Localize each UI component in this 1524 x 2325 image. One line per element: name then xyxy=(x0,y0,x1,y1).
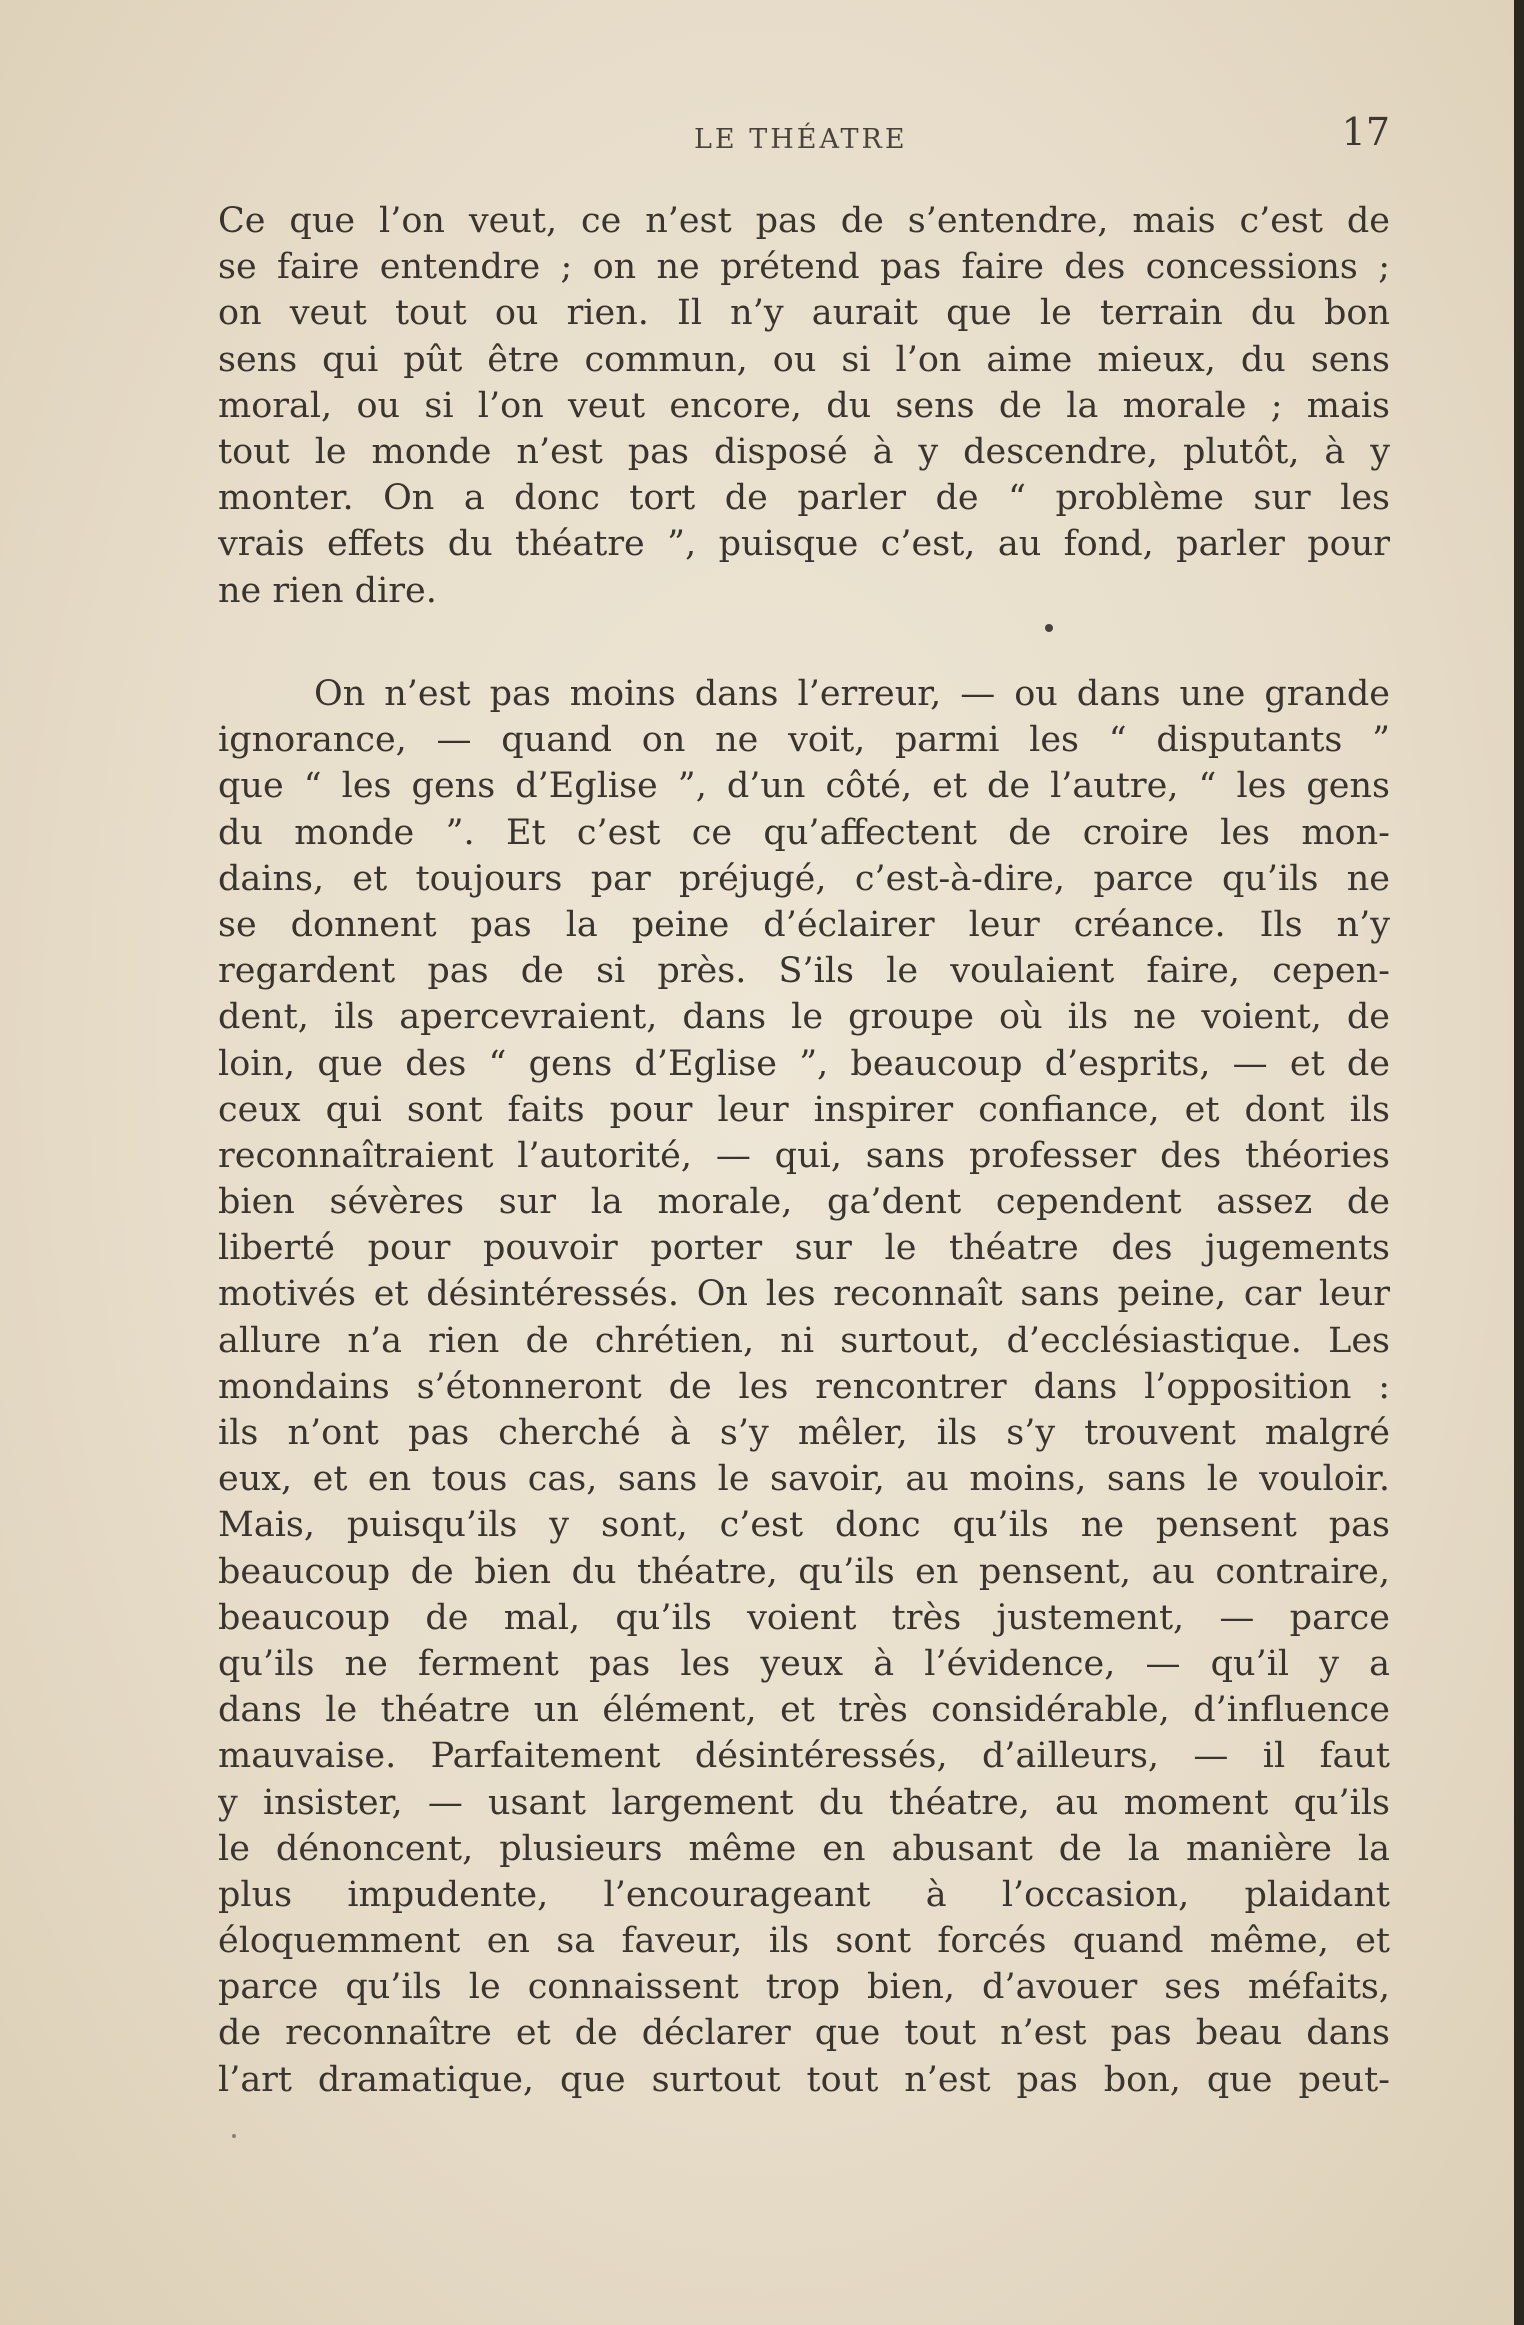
page-number: 17 xyxy=(1341,110,1390,154)
text-line: liberté pour pouvoir porter sur le théatre des jugements xyxy=(218,1228,1390,1269)
text-line: bien sévères sur la morale, ga’dent cependent assez de xyxy=(218,1182,1390,1223)
text-line: du monde ”. Et c’est ce qu’affectent de croire les mon- xyxy=(218,812,1390,853)
text-line: sens qui pût être commun, ou si l’on aime mieux, du sens xyxy=(218,339,1390,380)
text-line: se donnent pas la peine d’éclairer leur créance. Ils n’y xyxy=(218,904,1390,945)
text-line: le dénoncent, plusieurs même en abusant de la manière la xyxy=(218,1828,1390,1869)
text-line: ils n’ont pas cherché à s’y mêler, ils s’y trouvent malgré xyxy=(218,1413,1390,1453)
paper-speck xyxy=(232,2134,236,2138)
text-line: beaucoup de mal, qu’ils voient très justement, — parce xyxy=(218,1597,1390,1638)
text-line: Mais, puisqu’ils y sont, c’est donc qu’ils ne pensent pas xyxy=(218,1505,1390,1546)
text-line: vrais effets du théatre ”, puisque c’est, au fond, parler pour xyxy=(218,524,1390,565)
page-edge-shadow xyxy=(1514,0,1524,2325)
text-line: se faire entendre ; on ne prétend pas faire des concessions ; xyxy=(218,247,1390,288)
page-header xyxy=(218,110,1390,160)
section-separator-dot xyxy=(1045,624,1053,632)
text-line: on veut tout ou rien. Il n’y aurait que le terrain du bon xyxy=(218,293,1390,334)
running-title: LE THÉATRE xyxy=(694,124,908,155)
text-line: allure n’a rien de chrétien, ni surtout, d’ecclésiastique. Les xyxy=(218,1320,1390,1361)
text-line: ne rien dire. xyxy=(218,570,437,611)
text-line: l’art dramatique, que surtout tout n’est pas bon, que peut- xyxy=(218,2059,1390,2100)
text-line: de reconnaître et de déclarer que tout n’est pas beau dans xyxy=(218,2013,1390,2054)
paragraph-1 xyxy=(218,198,1390,614)
text-line: On n’est pas moins dans l’erreur, — ou dans une grande xyxy=(314,674,1390,714)
text-line: tout le monde n’est pas disposé à y descendre, plutôt, à y xyxy=(218,431,1390,472)
text-line: ignorance, — quand on ne voit, parmi les “ disputants ” xyxy=(218,720,1390,761)
text-line: reconnaîtraient l’autorité, — qui, sans professer des théories xyxy=(218,1135,1390,1176)
text-line: beaucoup de bien du théatre, qu’ils en pensent, au contraire, xyxy=(218,1551,1390,1592)
text-line: y insister, — usant largement du théatre, au moment qu’ils xyxy=(218,1782,1390,1823)
text-line: monter. On a donc tort de parler de “ problème sur les xyxy=(218,478,1390,519)
paragraph-2 xyxy=(218,671,1390,2103)
text-line: moral, ou si l’on veut encore, du sens de la morale ; mais xyxy=(218,385,1390,426)
text-line: dains, et toujours par préjugé, c’est-à-dire, parce qu’ils ne xyxy=(218,858,1390,899)
text-line: parce qu’ils le connaissent trop bien, d’avouer ses méfaits, xyxy=(218,1967,1390,2008)
text-line: dans le théatre un élément, et très considérable, d’influence xyxy=(218,1690,1390,1731)
text-line: mauvaise. Parfaitement désintéressés, d’ailleurs, — il faut xyxy=(218,1736,1390,1777)
text-line: que “ les gens d’Eglise ”, d’un côté, et de l’autre, “ les gens xyxy=(218,766,1390,807)
text-line: Ce que l’on veut, ce n’est pas de s’entendre, mais c’est de xyxy=(218,201,1390,241)
text-line: ceux qui sont faits pour leur inspirer confiance, et dont ils xyxy=(218,1089,1390,1130)
text-line: loin, que des “ gens d’Eglise ”, beaucoup d’esprits, — et de xyxy=(218,1043,1390,1084)
text-line: éloquemment en sa faveur, ils sont forcés quand même, et xyxy=(218,1921,1390,1962)
text-line: plus impudente, l’encourageant à l’occasion, plaidant xyxy=(218,1874,1390,1915)
text-line: qu’ils ne ferment pas les yeux à l’évidence, — qu’il y a xyxy=(218,1643,1390,1684)
text-line: dent, ils apercevraient, dans le groupe où ils ne voient, de xyxy=(218,997,1390,1038)
text-line: motivés et désintéressés. On les reconnaît sans peine, car leur xyxy=(218,1274,1390,1315)
text-line: eux, et en tous cas, sans le savoir, au moins, sans le vouloir. xyxy=(218,1459,1390,1500)
text-line: mondains s’étonneront de les rencontrer dans l’opposition : xyxy=(218,1366,1390,1407)
text-line: regardent pas de si près. S’ils le voulaient faire, cepen- xyxy=(218,951,1390,992)
